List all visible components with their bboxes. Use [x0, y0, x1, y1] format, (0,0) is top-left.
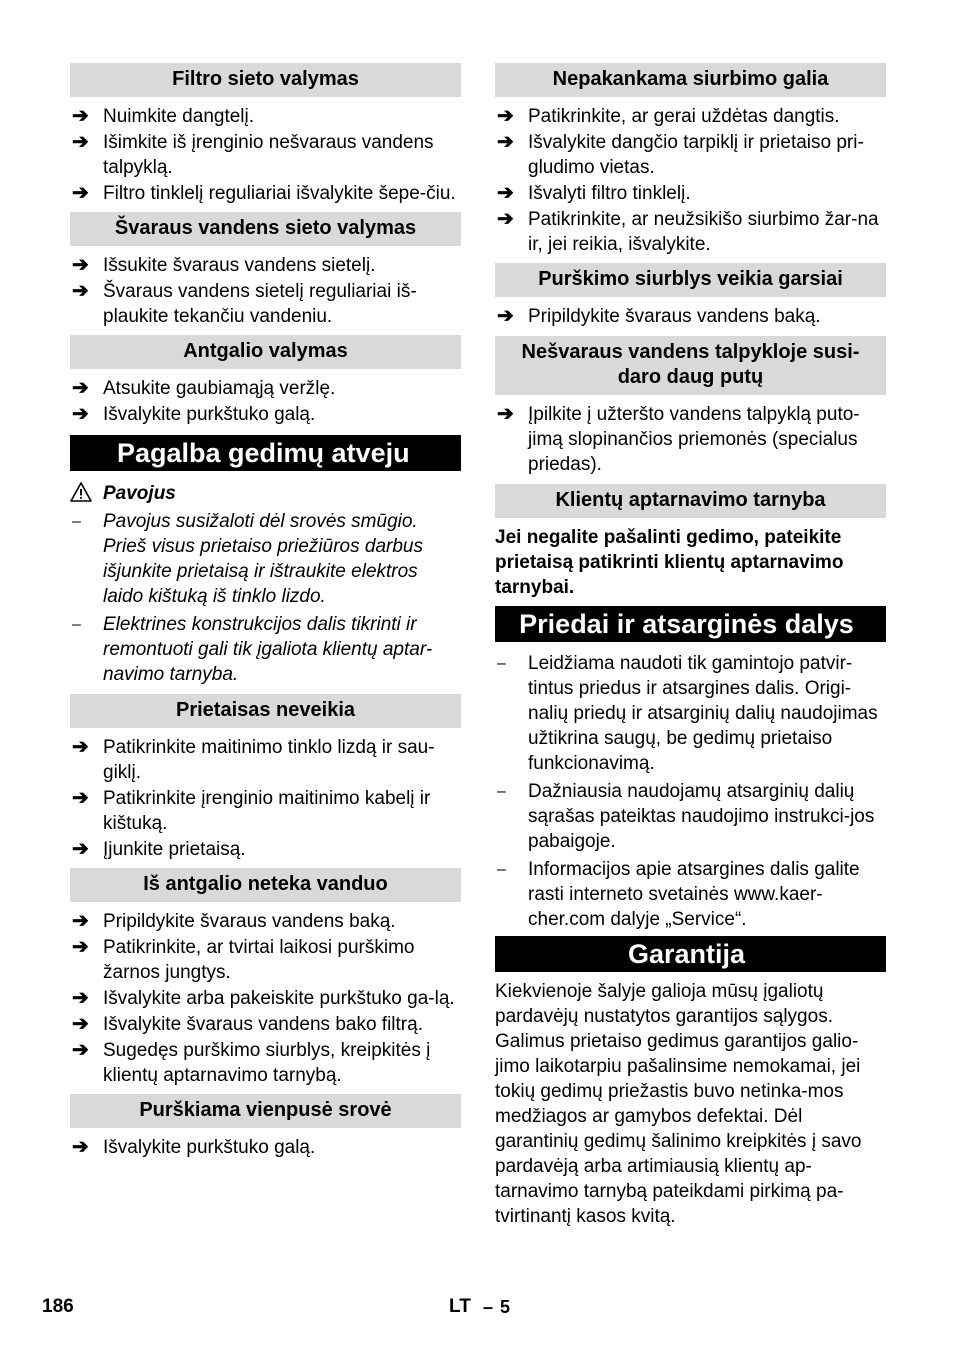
arrow-right-icon: ➔: [497, 182, 514, 204]
section-title-customer-service: Klientų aptarnavimo tarnyba: [495, 484, 886, 518]
arrow-right-icon: ➔: [72, 1136, 89, 1158]
section-title-no-water-from-nozzle: Iš antgalio neteka vanduo: [70, 868, 461, 902]
device-not-working-steps: [70, 735, 461, 862]
right-column: [495, 63, 886, 1229]
heading-troubleshooting: Pagalba gedimų atveju: [70, 435, 461, 471]
list-item: ➔ Nuimkite dangtelį.: [72, 105, 255, 127]
dash-bullet: –: [497, 655, 506, 672]
heading-warranty: Garantija: [495, 936, 886, 972]
arrow-right-icon: ➔: [72, 1039, 89, 1061]
arrow-right-icon: ➔: [497, 403, 514, 425]
list-item: ➔ Įpilkite į užteršto vandens talpyklą puto-jimą slopinančios priemonės (specialus priedas).: [497, 403, 860, 475]
arrow-right-icon: ➔: [497, 208, 514, 230]
arrow-right-icon: ➔: [72, 254, 89, 276]
insufficient-suction-steps: [495, 104, 886, 257]
warning-triangle-icon: [70, 482, 92, 502]
warranty-text: Kiekvienoje šalyje galioja mūsų įgaliotų pardavėjų nustatytos garantijos sąlygos. Galimus prietaiso gedimus garantijos galio-jimo laikotarpiu pašalinsime nemokamai, jei tokių gedimų priežastis buvo netinka-mos medžiagos ar gamybos defektai. Dėl garantinių gedimų šalinimo kreipkitės į savo pardavėją arba artimiausią klientų ap-tarnavimo tarnybą pateikdami pirkimą pa-tvirtinantį kasos kvitą.: [495, 981, 862, 1227]
dash-bullet: –: [497, 861, 506, 878]
arrow-right-icon: ➔: [497, 105, 514, 127]
arrow-right-icon: ➔: [72, 280, 89, 302]
list-item: ➔ Patikrinkite įrenginio maitinimo kabelį ir kištuką.: [72, 787, 431, 834]
list-item: ➔ Išvalyti filtro tinklelį.: [497, 182, 691, 204]
filter-cleaning-steps: [70, 104, 461, 206]
arrow-right-icon: ➔: [72, 1013, 89, 1035]
arrow-right-icon: ➔: [72, 377, 89, 399]
list-item: ➔ Išvalykite arba pakeiskite purkštuko ga-lą.: [72, 987, 455, 1009]
arrow-right-icon: ➔: [497, 131, 514, 153]
list-item: ➔ Patikrinkite, ar tvirtai laikosi purškimo žarnos jungtys.: [72, 936, 415, 983]
dash-bullet: –: [497, 783, 506, 800]
arrow-right-icon: ➔: [72, 936, 89, 958]
list-item: – Dažniausia naudojamų atsarginių dalių sąrašas pateiktas naudojimo instrukci-jos pabaigoje.: [497, 781, 875, 852]
list-item: ➔ Išvalykite švaraus vandens bako filtrą.: [72, 1013, 423, 1035]
section-title-filter-cleaning: Filtro sieto valymas: [70, 63, 461, 97]
nozzle-cleaning-steps: [70, 376, 461, 427]
spray-pump-loud-steps: [495, 304, 886, 329]
accessories-list: [495, 651, 886, 932]
arrow-right-icon: ➔: [72, 131, 89, 153]
list-item: ➔ Išsukite švaraus vandens sietelį.: [72, 254, 376, 276]
arrow-right-icon: ➔: [72, 736, 89, 758]
arrow-right-icon: ➔: [72, 182, 89, 204]
page-number: 186: [42, 1296, 74, 1317]
arrow-right-icon: ➔: [72, 105, 89, 127]
arrow-right-icon: ➔: [72, 838, 89, 860]
list-item: ➔ Įjunkite prietaisą.: [72, 838, 246, 860]
arrow-right-icon: ➔: [497, 305, 514, 327]
customer-service-text: Jei negalite pašalinti gedimo, pateikite prietaisą patikrinti klientų aptarnavimo tarnybai.: [495, 527, 844, 598]
foam-steps: [495, 402, 886, 477]
list-item: ➔ Patikrinkite maitinimo tinklo lizdą ir sau-giklį.: [72, 736, 435, 783]
section-page-number: 5: [500, 1297, 511, 1317]
list-item: ➔ Atsukite gaubiamąją veržlę.: [72, 377, 336, 399]
dash-bullet: –: [72, 616, 81, 633]
list-item: ➔ Patikrinkite, ar neužsikišo siurbimo žar-na ir, jei reikia, išvalykite.: [497, 208, 879, 255]
list-item: ➔ Sugedęs purškimo siurblys, kreipkitės į klientų aptarnavimo tarnybą.: [72, 1039, 431, 1086]
list-item: ➔ Švaraus vandens sietelį reguliariai iš-plaukite tekančiu vandeniu.: [72, 280, 417, 327]
footer-separator: –: [483, 1297, 494, 1317]
section-title-insufficient-suction: Nepakankama siurbimo galia: [495, 63, 886, 97]
list-item: – Pavojus susižaloti dėl srovės smūgio. Prieš visus prietaiso priežiūros darbus išjunkite prietaisą ir ištraukite elektros laido kištuką iš tinklo lizdo.: [72, 511, 423, 607]
list-item: – Elektrines konstrukcijos dalis tikrinti ir remontuoti gali tik įgaliota klientų aptar-navimo tarnyba.: [72, 614, 433, 685]
section-title-nozzle-cleaning: Antgalio valymas: [70, 335, 461, 369]
section-title-device-not-working: Prietaisas neveikia: [70, 694, 461, 728]
list-item: ➔ Patikrinkite, ar gerai uždėtas dangtis.: [497, 105, 840, 127]
arrow-right-icon: ➔: [72, 403, 89, 425]
list-item: ➔ Išimkite iš įrenginio nešvaraus vandens talpyklą.: [72, 131, 434, 178]
arrow-right-icon: ➔: [72, 787, 89, 809]
left-column: [70, 63, 461, 1161]
warning-list: [70, 509, 461, 687]
heading-accessories-spare-parts: Priedai ir atsarginės dalys: [495, 606, 886, 642]
language-code: LT: [449, 1296, 471, 1317]
section-title-foam-in-dirty-tank: Nešvaraus vandens talpykloje susi- daro daug putų: [495, 336, 886, 395]
section-title-spray-pump-loud: Purškimo siurblys veikia garsiai: [495, 263, 886, 297]
list-item: – Informacijos apie atsargines dalis galite rasti interneto svetainės www.kaer-cher.com dalyje „Service“.: [497, 859, 860, 930]
section-title-clean-water-sieve: Švaraus vandens sieto valymas: [70, 212, 461, 246]
section-title-one-sided-spray: Purškiama vienpusė srovė: [70, 1094, 461, 1128]
warning-label: Pavojus: [70, 481, 461, 506]
no-water-steps: [70, 909, 461, 1088]
clean-water-sieve-steps: [70, 253, 461, 329]
one-sided-spray-steps: [70, 1135, 461, 1160]
list-item: ➔ Išvalykite purkštuko galą.: [72, 403, 316, 425]
list-item: ➔ Išvalykite purkštuko galą.: [72, 1136, 316, 1158]
list-item: ➔ Pripildykite švaraus vandens baką.: [497, 305, 821, 327]
dash-bullet: –: [72, 513, 81, 530]
list-item: ➔ Pripildykite švaraus vandens baką.: [72, 910, 396, 932]
list-item: – Leidžiama naudoti tik gamintojo patvir-tintus priedus ir atsargines dalis. Origi-nalių priedų ir atsarginių dalių naudojimas užtikrina saugų, be gedimų prietaiso funkcionavimą.: [497, 653, 878, 774]
list-item: ➔ Išvalykite dangčio tarpiklį ir prietaiso pri-gludimo vietas.: [497, 131, 864, 178]
list-item: ➔ Filtro tinklelį reguliariai išvalykite šepe-čiu.: [72, 182, 456, 204]
arrow-right-icon: ➔: [72, 910, 89, 932]
arrow-right-icon: ➔: [72, 987, 89, 1009]
